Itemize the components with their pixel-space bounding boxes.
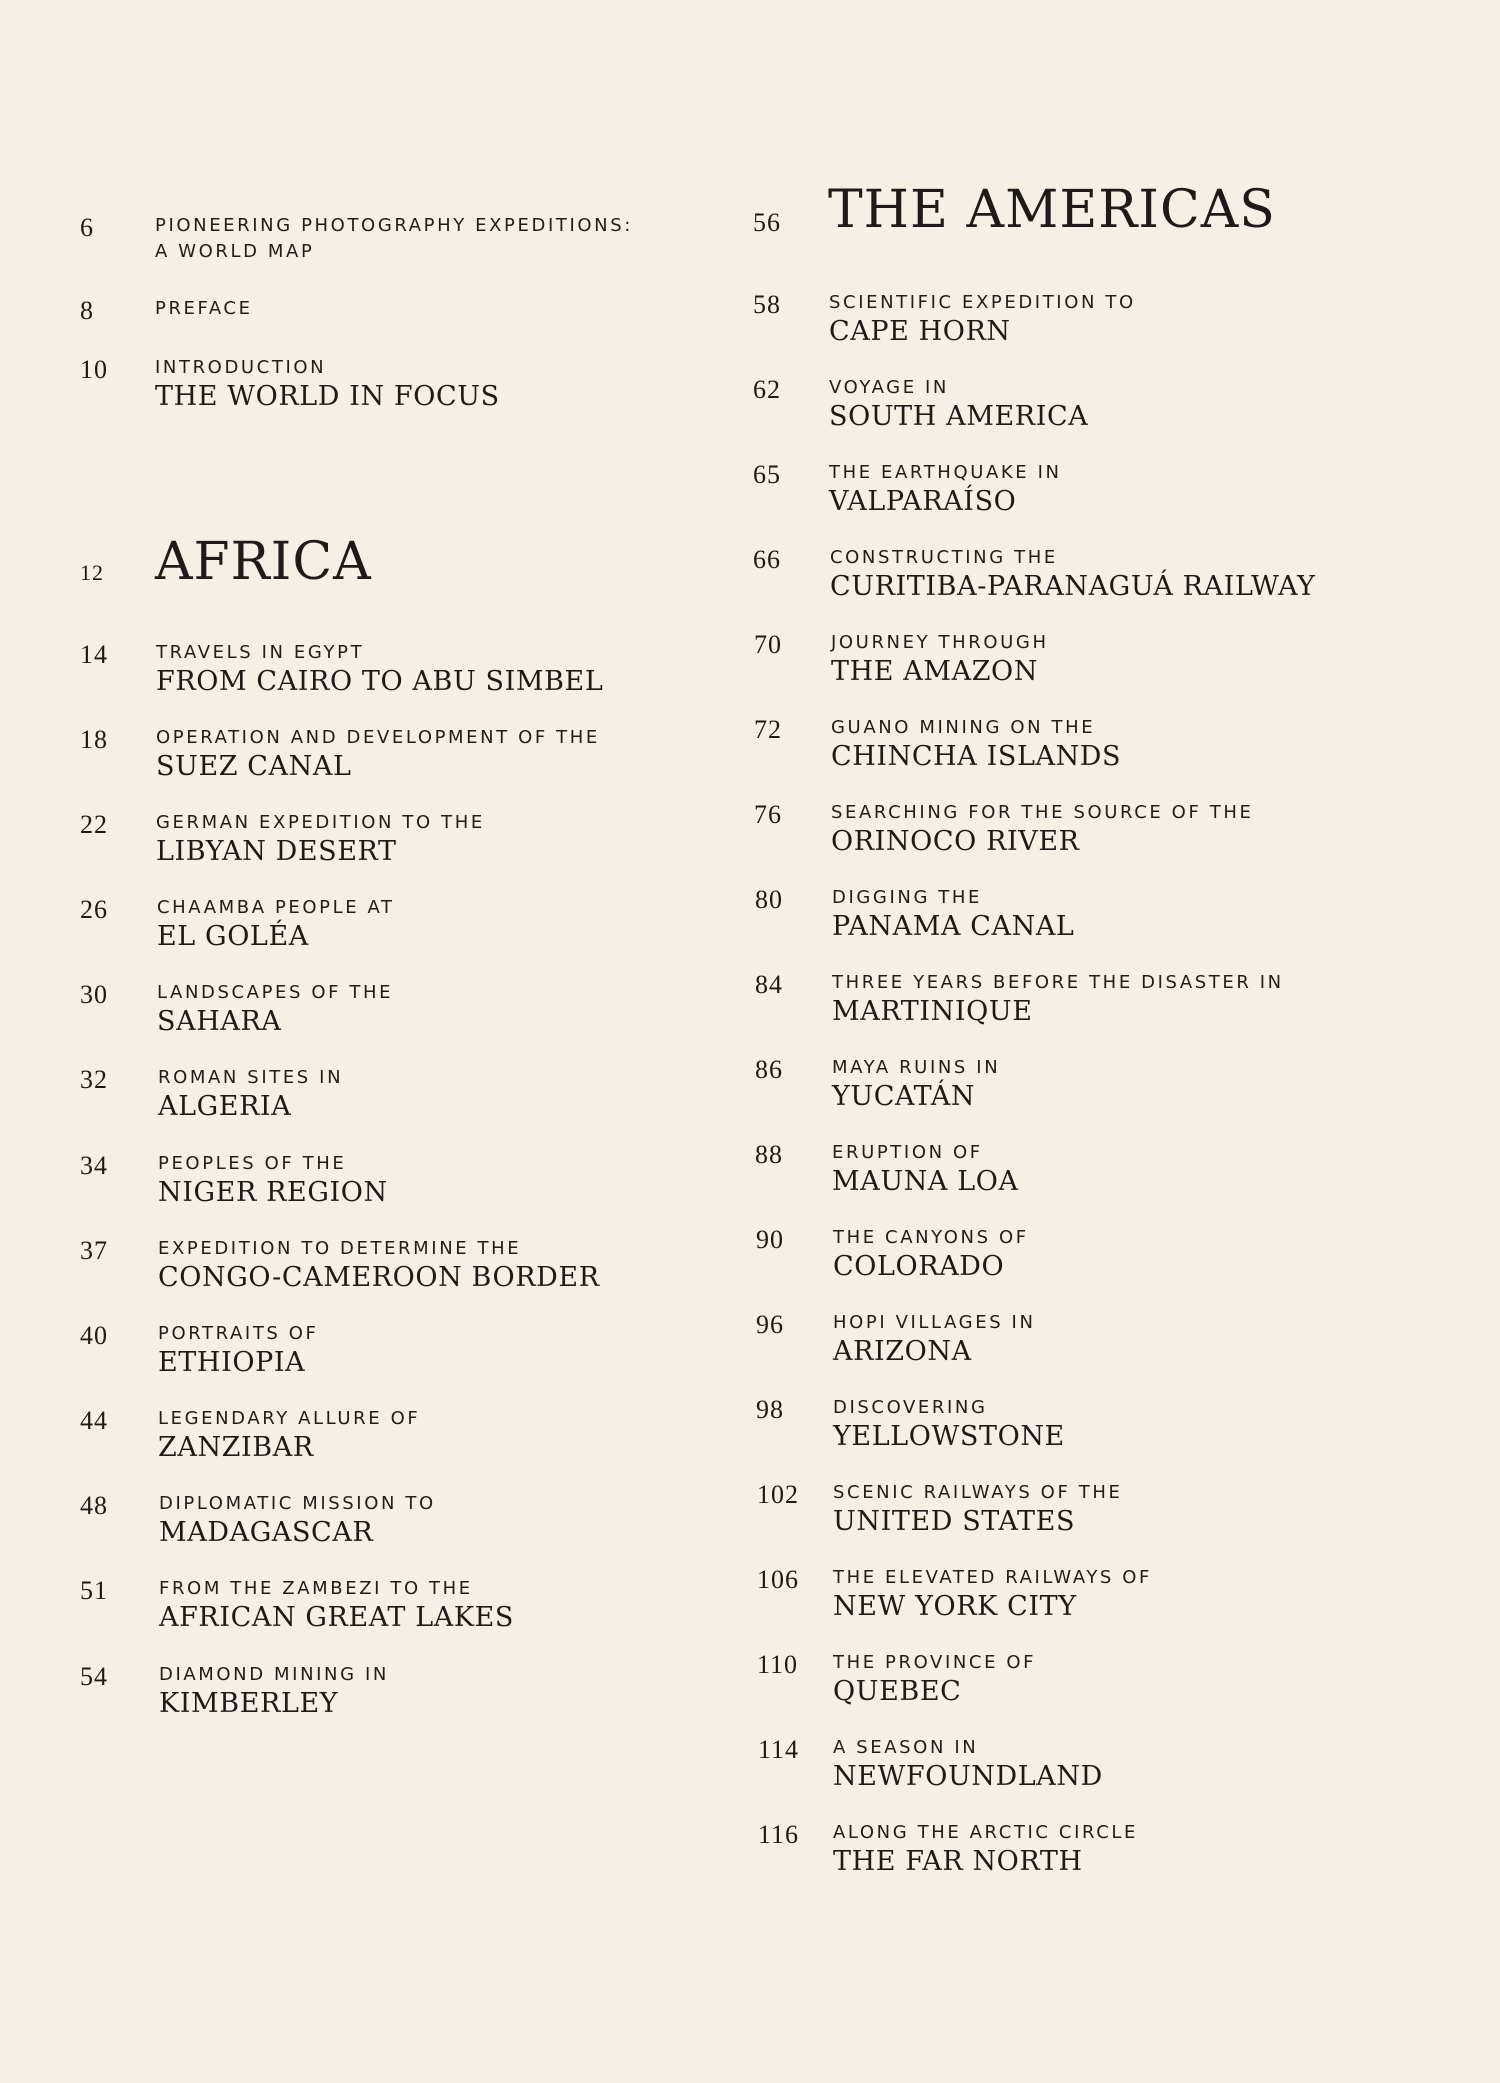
entry-kicker: PREFACE	[155, 298, 253, 319]
page-number: 96	[756, 1310, 784, 1339]
entry-title: ORINOCO RIVER	[831, 826, 1080, 857]
entry-kicker: SEARCHING FOR THE SOURCE OF THE	[831, 802, 1254, 823]
entry-title: KIMBERLEY	[159, 1688, 339, 1719]
entry-title: QUEBEC	[833, 1676, 962, 1707]
page-number: 14	[80, 640, 108, 669]
entry-kicker: ERUPTION OF	[832, 1142, 983, 1163]
page-number: 88	[755, 1140, 783, 1169]
entry-kicker: ROMAN SITES IN	[158, 1067, 344, 1088]
entry-kicker: THE PROVINCE OF	[833, 1652, 1037, 1673]
page-number: 37	[80, 1236, 108, 1265]
entry-kicker: DISCOVERING	[833, 1397, 988, 1418]
entry-kicker: MAYA RUINS IN	[832, 1057, 1001, 1078]
entry-kicker: ALONG THE ARCTIC CIRCLE	[833, 1822, 1138, 1843]
entry-kicker: TRAVELS IN EGYPT	[156, 642, 365, 663]
page-number: 66	[753, 545, 781, 574]
entry-title: ZANZIBAR	[158, 1432, 314, 1463]
entry-kicker: CHAAMBA PEOPLE AT	[157, 897, 395, 918]
entry-title: PANAMA CANAL	[832, 911, 1075, 942]
page-number: 106	[757, 1565, 799, 1594]
entry-kicker: DIGGING THE	[832, 887, 983, 908]
entry-title: EL GOLÉA	[157, 921, 309, 952]
page-number: 12	[80, 560, 104, 585]
page-number: 84	[755, 970, 783, 999]
entry-kicker: PIONEERING PHOTOGRAPHY EXPEDITIONS:	[155, 215, 633, 236]
entry-kicker: FROM THE ZAMBEZI TO THE	[159, 1578, 473, 1599]
page-number: 48	[80, 1491, 108, 1520]
page-number: 26	[80, 895, 108, 924]
entry-title: NEWFOUNDLAND	[833, 1761, 1103, 1792]
entry-kicker: LANDSCAPES OF THE	[157, 982, 394, 1003]
entry-title: YUCATÁN	[832, 1081, 976, 1112]
page-number: 44	[80, 1406, 108, 1435]
page-number: 86	[755, 1055, 783, 1084]
page-number: 40	[80, 1321, 108, 1350]
entry-kicker: DIPLOMATIC MISSION TO	[159, 1493, 436, 1514]
entry-kicker-line2: A WORLD MAP	[155, 241, 315, 262]
entry-kicker: HOPI VILLAGES IN	[833, 1312, 1036, 1333]
section-title: THE AMERICAS	[828, 180, 1276, 240]
entry-title: THE AMAZON	[831, 656, 1039, 687]
entry-kicker: LEGENDARY ALLURE OF	[158, 1408, 421, 1429]
entry-title: MAUNA LOA	[832, 1166, 1019, 1197]
entry-title: ETHIOPIA	[158, 1347, 306, 1378]
entry-kicker: JOURNEY THROUGH	[831, 632, 1049, 653]
entry-kicker: GUANO MINING ON THE	[831, 717, 1096, 738]
entry-kicker: THE ELEVATED RAILWAYS OF	[833, 1567, 1152, 1588]
page-number: 90	[756, 1225, 784, 1254]
entry-kicker: CONSTRUCTING THE	[830, 547, 1058, 568]
page-number: 70	[754, 630, 782, 659]
entry-kicker: VOYAGE IN	[829, 377, 949, 398]
entry-title: COLORADO	[833, 1251, 1005, 1282]
entry-title: NEW YORK CITY	[833, 1591, 1077, 1622]
page-number: 114	[758, 1735, 800, 1764]
entry-kicker: THE EARTHQUAKE IN	[829, 462, 1062, 483]
entry-title: VALPARAÍSO	[829, 486, 1017, 517]
entry-title: SAHARA	[157, 1006, 282, 1037]
entry-kicker: DIAMOND MINING IN	[159, 1664, 389, 1685]
page-number: 80	[755, 885, 783, 914]
entry-kicker: PORTRAITS OF	[158, 1323, 319, 1344]
entry-title: YELLOWSTONE	[833, 1421, 1065, 1452]
page-number: 72	[754, 715, 782, 744]
entry-kicker: GERMAN EXPEDITION TO THE	[156, 812, 485, 833]
entry-title: LIBYAN DESERT	[156, 836, 397, 867]
page-number: 30	[80, 980, 108, 1009]
entry-title: MARTINIQUE	[832, 996, 1033, 1027]
page-number: 98	[756, 1395, 784, 1424]
page-number: 110	[757, 1650, 799, 1679]
entry-kicker: SCENIC RAILWAYS OF THE	[833, 1482, 1123, 1503]
page-number: 22	[80, 810, 108, 839]
page-number: 65	[753, 460, 781, 489]
entry-kicker: OPERATION AND DEVELOPMENT OF THE	[156, 727, 600, 748]
entry-title: CHINCHA ISLANDS	[831, 741, 1122, 772]
entry-title: NIGER REGION	[158, 1177, 388, 1208]
entry-title: THE FAR NORTH	[833, 1846, 1083, 1877]
entry-title: CURITIBA-PARANAGUÁ RAILWAY	[830, 571, 1316, 602]
entry-title: CONGO-CAMEROON BORDER	[158, 1262, 600, 1293]
page-number: 18	[80, 725, 108, 754]
entry-title: CAPE HORN	[829, 316, 1011, 347]
page-number: 8	[80, 296, 94, 325]
entry-title: SUEZ CANAL	[156, 751, 352, 782]
entry-kicker: THE CANYONS OF	[833, 1227, 1029, 1248]
page-number: 76	[754, 800, 782, 829]
entry-title: THE WORLD IN FOCUS	[155, 381, 500, 412]
page-number: 54	[80, 1662, 108, 1691]
page-number: 116	[758, 1820, 800, 1849]
entry-title: ARIZONA	[833, 1336, 972, 1367]
page-number: 10	[80, 355, 108, 384]
entry-kicker: A SEASON IN	[833, 1737, 979, 1758]
page-number: 58	[753, 290, 781, 319]
entry-title: AFRICAN GREAT LAKES	[159, 1602, 515, 1633]
entry-title: ALGERIA	[158, 1091, 292, 1122]
entry-kicker: SCIENTIFIC EXPEDITION TO	[829, 292, 1136, 313]
page-number: 34	[80, 1151, 108, 1180]
page-number: 6	[80, 213, 94, 242]
page-number: 56	[753, 208, 781, 237]
entry-title: MADAGASCAR	[159, 1517, 374, 1548]
page-number: 102	[757, 1480, 799, 1509]
entry-kicker: THREE YEARS BEFORE THE DISASTER IN	[832, 972, 1284, 993]
entry-title: UNITED STATES	[833, 1506, 1076, 1537]
page-number: 62	[753, 375, 781, 404]
entry-title: FROM CAIRO TO ABU SIMBEL	[156, 666, 604, 697]
entry-kicker: INTRODUCTION	[155, 357, 327, 378]
entry-kicker: PEOPLES OF THE	[158, 1153, 347, 1174]
section-title: AFRICA	[155, 532, 372, 592]
page-number: 32	[80, 1065, 108, 1094]
entry-title: SOUTH AMERICA	[829, 401, 1089, 432]
entry-kicker: EXPEDITION TO DETERMINE THE	[158, 1238, 522, 1259]
page-number: 51	[80, 1576, 108, 1605]
